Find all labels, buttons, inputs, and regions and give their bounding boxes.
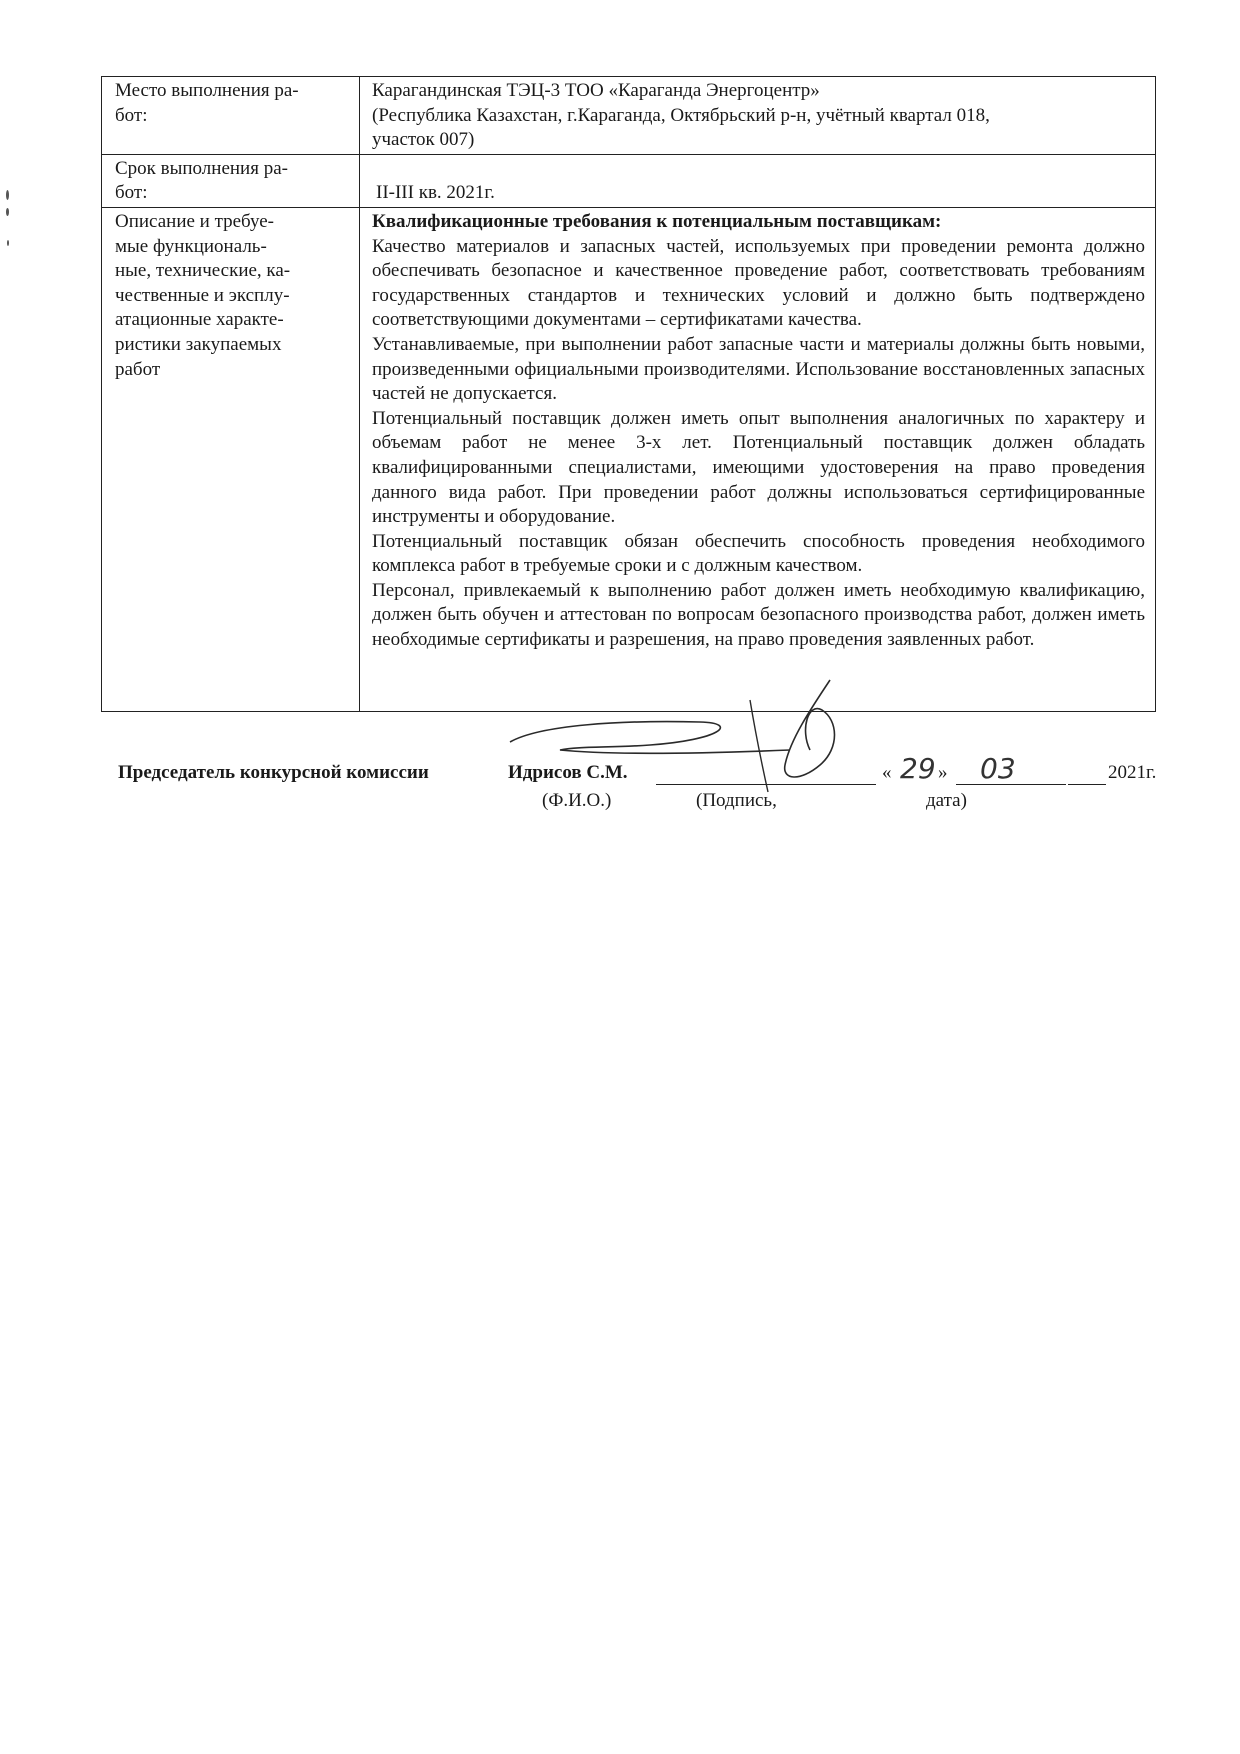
specification-table <box>101 76 1156 712</box>
place-line-3: участок 007) <box>372 129 475 151</box>
value-description <box>360 207 1156 711</box>
table-row-place <box>102 77 1156 155</box>
caption-signature: (Подпись, <box>696 790 777 811</box>
signature-block <box>118 752 1157 822</box>
chairman-name: Идрисов С.М. <box>508 762 628 783</box>
signature-line <box>656 784 876 785</box>
period-text: II-III кв. 2021г. <box>376 181 495 203</box>
date-year: 2021г. <box>1108 762 1157 783</box>
quote-close: » <box>938 762 948 783</box>
year-line <box>1068 784 1106 785</box>
paragraph-parts: Устанавливаемые, при выполнении работ запасные части и материалы должны быть новыми, произведенными официальными производителями. Использование восстановленных запасных частей не допускается. <box>372 333 1145 405</box>
date-day: 29 <box>900 752 936 785</box>
paragraph-capability: Потенциальный поставщик обязан обеспечить способность проведения необходимого комплекса работ в требуемые сроки и с должным качеством. <box>372 530 1145 577</box>
paragraph-experience: Потенциальный поставщик должен иметь опыт выполнения аналогичных по характеру и объемам работ не менее 3-х лет. Потенциальный поставщик должен обладать квалифицированными специалистами, имеющими удостоверения на право проведения данного вида работ. При проведении работ должны использоваться сертифицированные инструменты и оборудование. <box>372 407 1145 528</box>
chairman-title: Председатель конкурсной комиссии <box>118 762 429 783</box>
value-period <box>360 154 1156 207</box>
paragraph-quality: Качество материалов и запасных частей, используемых при проведении ремонта должно обеспечивать безопасное и качественное проведение работ, соответствовать требованиям государственных стандартов и технических условий и должно быть подтверждено соответствующими документами – сертификатами качества. <box>372 235 1145 331</box>
label-place: Место выполнения ра- бот: <box>102 77 360 155</box>
place-line-2: (Республика Казахстан, г.Караганда, Октябрьский р-н, учётный квартал 018, <box>372 104 990 126</box>
scan-margin-marks <box>0 160 14 280</box>
table-row-description <box>102 207 1156 711</box>
paragraph-personnel: Персонал, привлекаемый к выполнению работ должен иметь необходимую квалификацию, должен быть обучен и аттестован по вопросам безопасного производства работ, должен иметь необходимые сертификаты и разрешения, на право проведения заявленных работ. <box>372 579 1145 651</box>
place-line-1: Карагандинская ТЭЦ-3 ТОО «Караганда Энергоцентр» <box>372 80 820 101</box>
label-description: Описание и требуе- мые функциональ- ные, технические, ка- чественные и эксплу- атационные характе- ристики закупаемых работ <box>102 207 360 711</box>
table-row-period <box>102 154 1156 207</box>
quote-open: « <box>882 762 892 783</box>
date-month: 03 <box>980 752 1016 785</box>
value-place <box>360 77 1156 155</box>
caption-date: дата) <box>926 790 967 811</box>
caption-fio: (Ф.И.О.) <box>542 790 612 811</box>
requirements-heading: Квалификационные требования к потенциальным поставщикам: <box>372 210 942 232</box>
label-period: Срок выполнения ра- бот: <box>102 154 360 207</box>
